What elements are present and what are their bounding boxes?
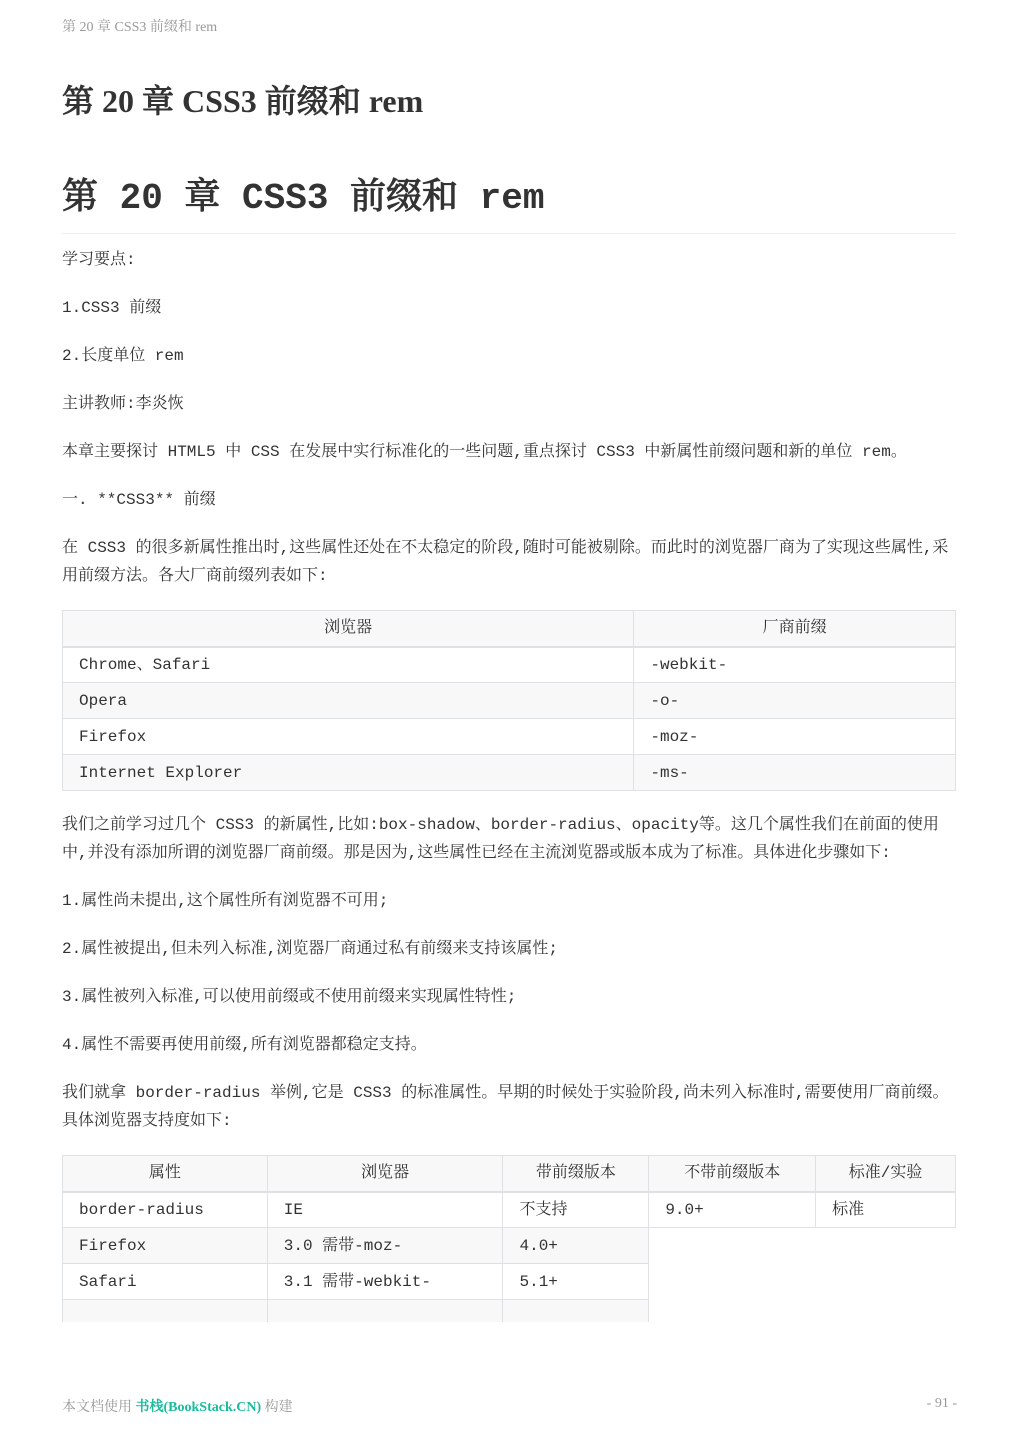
- empty-cell: [63, 1300, 268, 1323]
- table-cell: Internet Explorer: [63, 755, 634, 791]
- empty-cell: [816, 1228, 956, 1264]
- bookstack-link[interactable]: 书栈(BookStack.CN): [135, 1400, 262, 1415]
- article-body: [62, 246, 956, 1322]
- table-header-cell: 浏览器: [267, 1156, 503, 1192]
- table-header-cell: 属性: [63, 1156, 268, 1192]
- table-cell: 4.0+: [503, 1228, 649, 1264]
- table-row: [63, 1192, 956, 1228]
- empty-cell: [649, 1228, 816, 1264]
- paragraph: 1.CSS3 前缀: [62, 299, 162, 317]
- table-header-row: [63, 1156, 956, 1192]
- table-cell: 5.1+: [503, 1264, 649, 1300]
- support-table-container: [62, 1155, 956, 1322]
- table-row: [63, 647, 956, 683]
- table-header-row: [63, 611, 956, 647]
- table-row: [63, 719, 956, 755]
- paragraph: 2.属性被提出,但未列入标准,浏览器厂商通过私有前缀来支持该属性;: [62, 940, 559, 958]
- table-cell: border-radius: [63, 1192, 268, 1228]
- table-header-cell: 不带前缀版本: [649, 1156, 816, 1192]
- table-row: [63, 755, 956, 791]
- paragraph: 一. **CSS3** 前缀: [62, 491, 216, 509]
- table-cell: 3.1 需带-webkit-: [267, 1264, 503, 1300]
- table-cell: -o-: [634, 683, 956, 719]
- empty-cell: [267, 1300, 503, 1323]
- paragraph: 我们之前学习过几个 CSS3 的新属性,比如:box-shadow、border-radius、opacity等。这几个属性我们在前面的使用中,并没有添加所谓的浏览器厂商前缀。那是因为,这些属性已经在主流浏览器或版本成为了标准。具体进化步骤如下:: [62, 816, 939, 862]
- table-row: [63, 683, 956, 719]
- table-cell: Chrome、Safari: [63, 647, 634, 683]
- page-number: - 91 -: [926, 1396, 957, 1411]
- footer-suffix: 构建: [261, 1400, 293, 1415]
- empty-cell: [649, 1300, 816, 1323]
- running-header: 第 20 章 CSS3 前缀和 rem: [62, 20, 218, 35]
- table-header-cell: 标准/实验: [816, 1156, 956, 1192]
- table-cell: 9.0+: [649, 1192, 816, 1228]
- paragraph: 主讲教师:李炎恢: [62, 395, 184, 413]
- paragraph: 本章主要探讨 HTML5 中 CSS 在发展中实行标准化的一些问题,重点探讨 CSS3 中新属性前缀问题和新的单位 rem。: [62, 443, 907, 461]
- vendor-prefix-table: [62, 610, 956, 791]
- paragraph: 2.长度单位 rem: [62, 347, 184, 365]
- empty-cell: [816, 1264, 956, 1300]
- table-row: [63, 1228, 956, 1264]
- table-cell: Firefox: [63, 719, 634, 755]
- table-header-cell: 浏览器: [63, 611, 634, 647]
- chapter-title: 第 20 章 CSS3 前缀和 rem: [62, 83, 424, 119]
- empty-cell: [816, 1300, 956, 1323]
- section-heading: 第 20 章 CSS3 前缀和 rem: [62, 168, 956, 234]
- paragraph: 学习要点:: [62, 251, 136, 269]
- table-cell: Safari: [63, 1264, 268, 1300]
- table-cell: -ms-: [634, 755, 956, 791]
- table-header-cell: 带前缀版本: [503, 1156, 649, 1192]
- empty-cell: [649, 1264, 816, 1300]
- table-cell: 标准: [816, 1192, 956, 1228]
- table-cell: -webkit-: [634, 647, 956, 683]
- table-cell: IE: [267, 1192, 503, 1228]
- page-footer: [62, 1396, 957, 1416]
- empty-cell: [503, 1300, 649, 1323]
- paragraph: 1.属性尚未提出,这个属性所有浏览器不可用;: [62, 892, 389, 910]
- footer-prefix: 本文档使用: [62, 1400, 136, 1415]
- table-cell: 不支持: [503, 1192, 649, 1228]
- browser-support-table: [62, 1155, 956, 1322]
- paragraph: 我们就拿 border-radius 举例,它是 CSS3 的标准属性。早期的时候处于实验阶段,尚未列入标准时,需要使用厂商前缀。具体浏览器支持度如下:: [62, 1084, 949, 1130]
- table-cell: -moz-: [634, 719, 956, 755]
- table-cell: Opera: [63, 683, 634, 719]
- table-cell: Firefox: [63, 1228, 268, 1264]
- table-cell: 3.0 需带-moz-: [267, 1228, 503, 1264]
- paragraph: 在 CSS3 的很多新属性推出时,这些属性还处在不太稳定的阶段,随时可能被剔除。而此时的浏览器厂商为了实现这些属性,采用前缀方法。各大厂商前缀列表如下:: [62, 539, 949, 585]
- paragraph: 3.属性被列入标准,可以使用前缀或不使用前缀来实现属性特性;: [62, 988, 517, 1006]
- paragraph: 4.属性不需要再使用前缀,所有浏览器都稳定支持。: [62, 1036, 427, 1054]
- table-row: [63, 1300, 956, 1323]
- table-header-cell: 厂商前缀: [634, 611, 956, 647]
- table-row: [63, 1264, 956, 1300]
